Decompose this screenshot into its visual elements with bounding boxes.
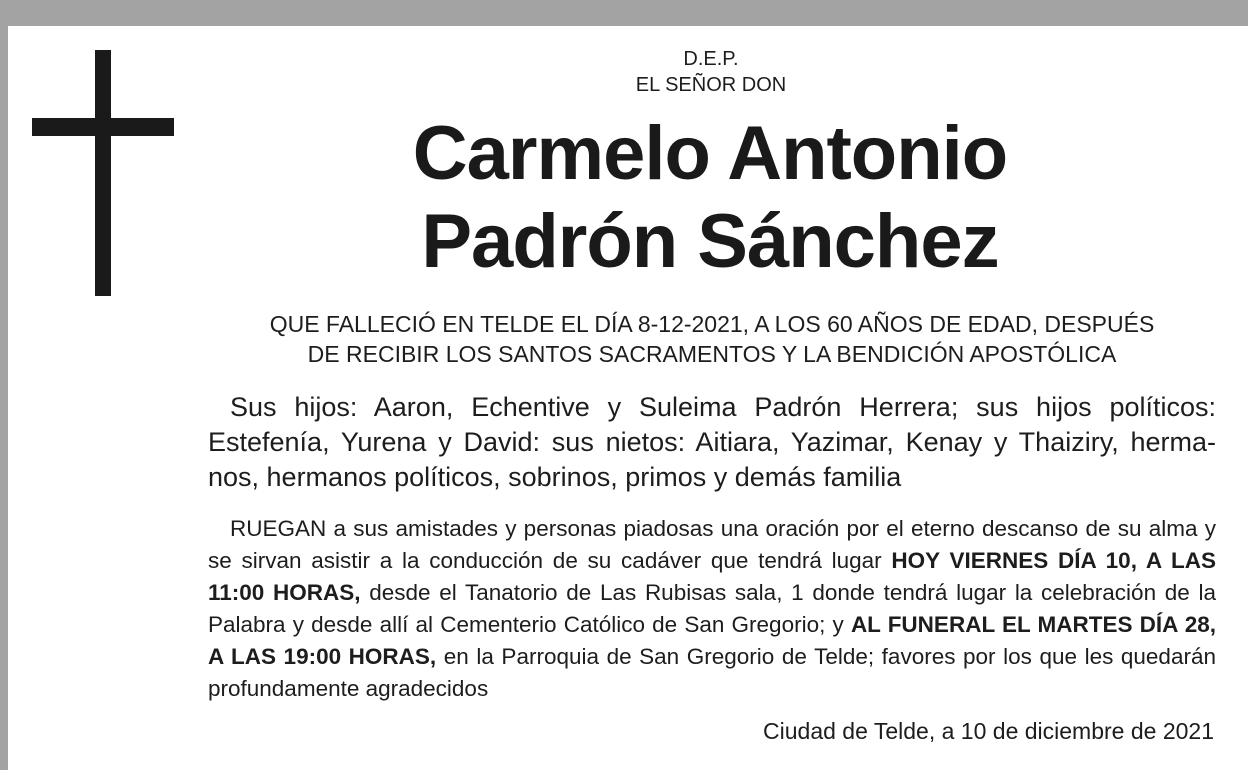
death-notice-line-2: DE RECIBIR LOS SANTOS SACRAMENTOS Y LA BENDICIÓN APOSTÓLICA	[307, 341, 1117, 367]
request-bold-2: AL FUNERAL EL MARTES DÍA 28, A LAS 19:00 HORAS,	[208, 612, 1216, 669]
cross-horizontal-bar	[32, 118, 174, 136]
deceased-name-line-2: Padrón Sánchez	[421, 199, 999, 284]
cross-vertical-bar	[95, 50, 111, 296]
honorific-title: EL SEÑOR DON	[635, 74, 787, 96]
place-date-line: Ciudad de Telde, a 10 de diciembre de 2021	[763, 718, 1214, 744]
death-notice	[210, 309, 1214, 369]
notice-header	[520, 46, 902, 98]
request-bold-1: HOY VIERNES DÍA 10, A LAS 11:00 HORAS,	[208, 548, 1216, 605]
deceased-name-line-1: Carmelo Antonio	[412, 111, 1008, 196]
request-paragraph	[208, 513, 1216, 705]
family-paragraph: Sus hijos: Aaron, Echentive y Suleima Padrón Herrera; sus hijos políticos: Estefenía, Yurena y David: sus nietos: Aitiara, Yazimar, Kenay y Thaiziry, herma-nos, hermanos políticos, sobrinos, primos y demás familia	[208, 392, 1216, 492]
dep-label: D.E.P.	[683, 48, 739, 70]
death-notice-line-1: QUE FALLECIÓ EN TELDE EL DÍA 8-12-2021, A LOS 60 AÑOS DE EDAD, DESPUÉS	[269, 311, 1155, 337]
request-text-1: RUEGAN a sus amistades y personas piadosas una oración por el eterno descanso de su alma y se sirvan asistir a la conducción de su cadáver que tendrá lugar	[208, 516, 1216, 573]
deceased-name	[300, 110, 1120, 286]
request-text-2: desde el Tanatorio de Las Rubisas sala, 1 donde tendrá lugar la celebración de la Palabra y desde allí al Cementerio Católico de San Gregorio; y	[208, 580, 1217, 637]
request-text-3: en la Parroquia de San Gregorio de Telde; favores por los que les quedarán profundamente agradecidos	[208, 644, 1216, 701]
